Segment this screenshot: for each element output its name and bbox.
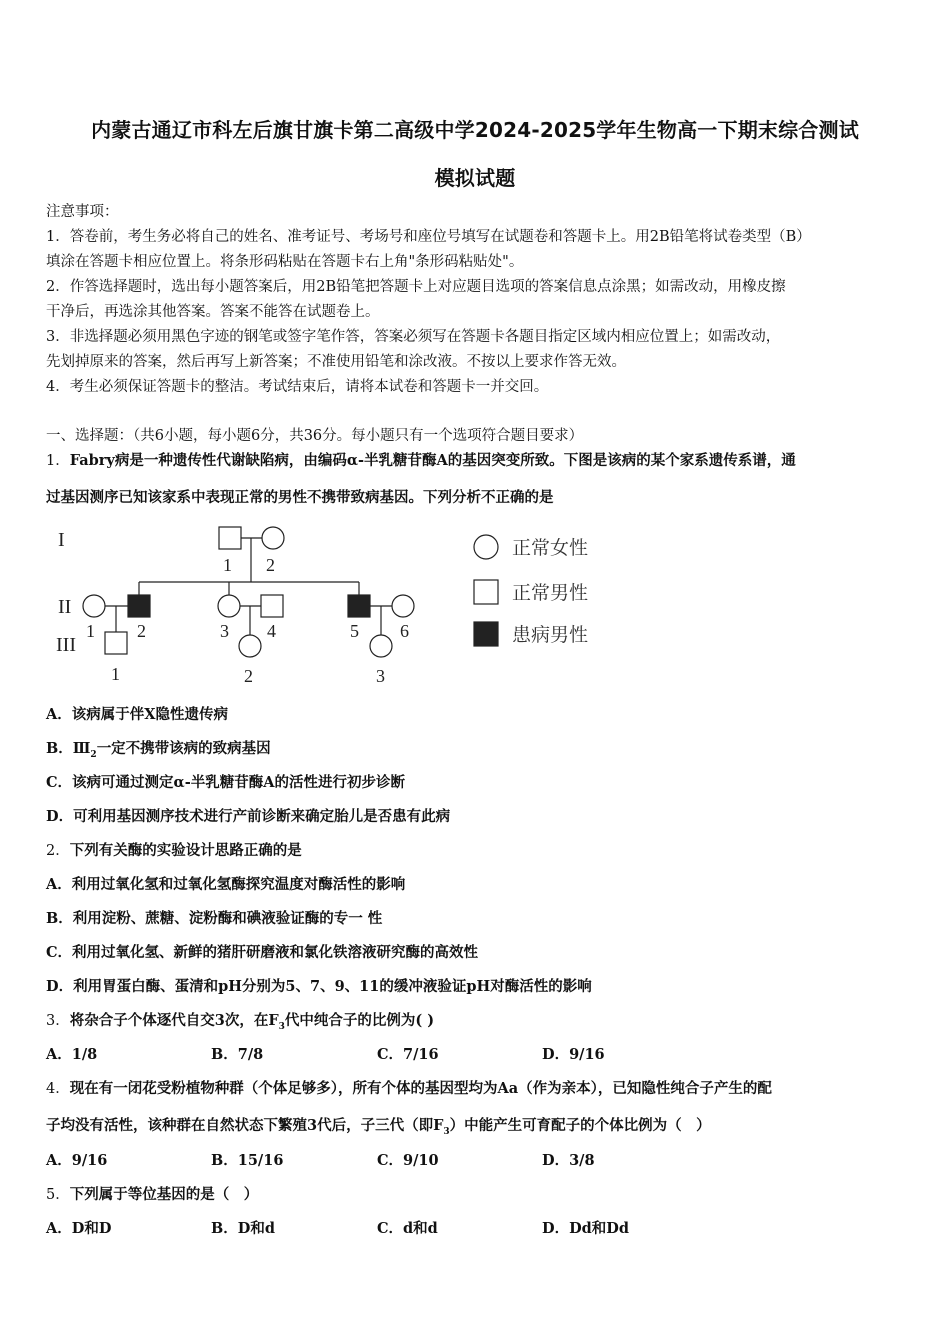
q2-stem: [46, 842, 302, 860]
q5-number: 5．: [46, 1187, 70, 1203]
q4-option-a: A．9/16: [46, 1152, 108, 1169]
q1-option-b-text: 一定不携带该病的致病基因: [96, 740, 271, 757]
pedigree-III1-male: [105, 632, 127, 654]
q1-stem-line-1: [46, 452, 796, 470]
label-I-2: 2: [266, 555, 275, 575]
legend-female-symbol: [474, 535, 498, 559]
pedigree-I1-male: [219, 527, 241, 549]
q3-option-a: A．1/8: [46, 1046, 98, 1063]
pedigree-II1-female: [83, 595, 105, 617]
pedigree-II6-female: [392, 595, 414, 617]
note-line-6: 先划掉原来的答案，然后再写上新答案；不准使用铅笔和涂改液。不按以上要求作答无效。: [46, 354, 626, 370]
label-II-3: 3: [220, 621, 229, 641]
q1-option-b-subscript: 2: [90, 749, 97, 760]
q5-option-a: A．D和D: [46, 1220, 112, 1237]
note-line-1: 1．答卷前，考生务必将自己的姓名、准考证号、考场号和座位号填写在试题卷和答题卡上。用2B铅笔将试卷类型（B）: [46, 229, 811, 245]
q1-number: 1．: [46, 453, 70, 469]
q3-option-d: D．9/16: [542, 1046, 605, 1063]
pedigree-II3-female: [218, 595, 240, 617]
q1-stem-text-1: Fabry病是一种遗传性代谢缺陷病，由编码α-半乳糖苷酶A的基因突变所致。下图是该病的某个家系遗传系谱，通: [69, 452, 796, 469]
q3-stem-pre: 将杂合子个体逐代自交3次，在F: [69, 1012, 279, 1029]
notes-heading: 注意事项：: [46, 204, 119, 220]
q2-option-b: B．利用淀粉、蔗糖、淀粉酶和碘液验证酶的专一 性: [46, 910, 383, 927]
note-line-4: 干净后，再选涂其他答案。答案不能答在试题卷上。: [46, 304, 380, 320]
label-II-6: 6: [400, 621, 409, 641]
q4-stem-post: ）中能产生可育配子的个体比例为（ ）: [449, 1117, 711, 1134]
q4-number: 4．: [46, 1081, 70, 1097]
q1-option-a: A．该病属于伴X隐性遗传病: [46, 706, 228, 723]
gen-label-III: III: [56, 634, 76, 656]
q5-option-d: D．Dd和Dd: [542, 1220, 629, 1237]
note-line-2: 填涂在答题卡相应位置上。将条形码粘贴在答题卡右上角"条形码粘贴处"。: [46, 254, 524, 270]
gen-label-I: I: [58, 529, 65, 551]
q4-stem-text-1: 现在有一闭花受粉植物种群（个体足够多），所有个体的基因型均为Aa（作为亲本），已知隐性纯合子产生的配: [69, 1080, 772, 1097]
q5-stem-text: 下列属于等位基因的是（ ）: [69, 1186, 259, 1203]
q4-option-d: D．3/8: [542, 1152, 595, 1169]
pedigree-diagram: [52, 520, 612, 690]
note-line-7: 4．考生必须保证答题卡的整洁。考试结束后，请将本试卷和答题卡一并交回。: [46, 379, 549, 395]
label-II-1: 1: [86, 621, 95, 641]
q4-stem-pre: 子均没有活性，该种群在自然状态下繁殖3代后，子三代（即F: [46, 1117, 444, 1134]
q2-option-d: D．利用胃蛋白酶、蛋清和pH分别为5、7、9、11的缓冲液验证pH对酶活性的影响: [46, 978, 592, 995]
legend-normal-male: 正常男性: [512, 583, 589, 604]
q3-stem-subscript: 3: [278, 1021, 285, 1032]
q1-option-d: D．可利用基因测序技术进行产前诊断来确定胎儿是否患有此病: [46, 808, 451, 825]
q3-stem-post: 代中纯合子的比例为( ): [284, 1012, 435, 1029]
q2-stem-text: 下列有关酶的实验设计思路正确的是: [69, 842, 302, 859]
label-II-5: 5: [350, 621, 359, 641]
q3-stem: [46, 1012, 434, 1036]
legend-normal-female: 正常女性: [512, 538, 589, 559]
q3-option-c: C．7/16: [377, 1046, 439, 1063]
label-III-2: 2: [244, 666, 253, 686]
note-line-3: 2．作答选择题时，选出每小题答案后，用2B铅笔把答题卡上对应题目选项的答案信息点涂黑；如需改动，用橡皮擦: [46, 279, 786, 295]
label-III-3: 3: [376, 666, 385, 686]
q1-option-b: [46, 740, 271, 764]
title-line-2: 模拟试题: [434, 166, 516, 190]
q3-option-b: B．7/8: [211, 1046, 264, 1063]
pedigree-II4-male: [261, 595, 283, 617]
q1-option-c: C．该病可通过测定α-半乳糖苷酶A的活性进行初步诊断: [46, 774, 405, 791]
q5-option-b: B．D和d: [211, 1220, 275, 1237]
q4-stem-subscript: 3: [443, 1126, 450, 1137]
label-II-2: 2: [137, 621, 146, 641]
gen-label-II: II: [58, 596, 72, 618]
q2-option-c: C．利用过氧化氢、新鲜的猪肝研磨液和氯化铁溶液研究酶的高效性: [46, 944, 479, 961]
q4-option-b: B．15/16: [211, 1152, 284, 1169]
pedigree-III2-female: [239, 635, 261, 657]
q4-stem-line-1: [46, 1080, 772, 1098]
label-II-4: 4: [267, 621, 276, 641]
q1-option-b-prefix: B．Ⅲ: [46, 740, 91, 757]
pedigree-III3-female: [370, 635, 392, 657]
pedigree-I2-female: [262, 527, 284, 549]
legend-affected-male-symbol: [474, 622, 498, 646]
pedigree-II5-affected-male: [348, 595, 370, 617]
q3-number: 3．: [46, 1013, 70, 1029]
label-III-1: 1: [111, 664, 120, 684]
q5-stem: [46, 1186, 258, 1204]
legend-male-symbol: [474, 580, 498, 604]
title-line-1: 内蒙古通辽市科左后旗甘旗卡第二高级中学2024-2025学年生物高一下期末综合测试: [91, 118, 859, 142]
pedigree-II2-affected-male: [128, 595, 150, 617]
q5-option-c: C．d和d: [377, 1220, 438, 1237]
q4-option-c: C．9/10: [377, 1152, 439, 1169]
label-I-1: 1: [223, 555, 232, 575]
q1-stem-line-2: 过基因测序已知该家系中表现正常的男性不携带致病基因。下列分析不正确的是: [46, 489, 554, 506]
q2-number: 2．: [46, 843, 70, 859]
section-heading: 一、选择题：（共6小题，每小题6分，共36分。每小题只有一个选项符合题目要求）: [46, 428, 584, 444]
note-line-5: 3．非选择题必须用黑色字迹的钢笔或签字笔作答，答案必须写在答题卡各题目指定区域内相应位置上；如需改动，: [46, 329, 781, 345]
q4-stem-line-2: [46, 1117, 711, 1141]
q2-option-a: A．利用过氧化氢和过氧化氢酶探究温度对酶活性的影响: [46, 876, 406, 893]
legend-affected-male: 患病男性: [512, 625, 589, 646]
